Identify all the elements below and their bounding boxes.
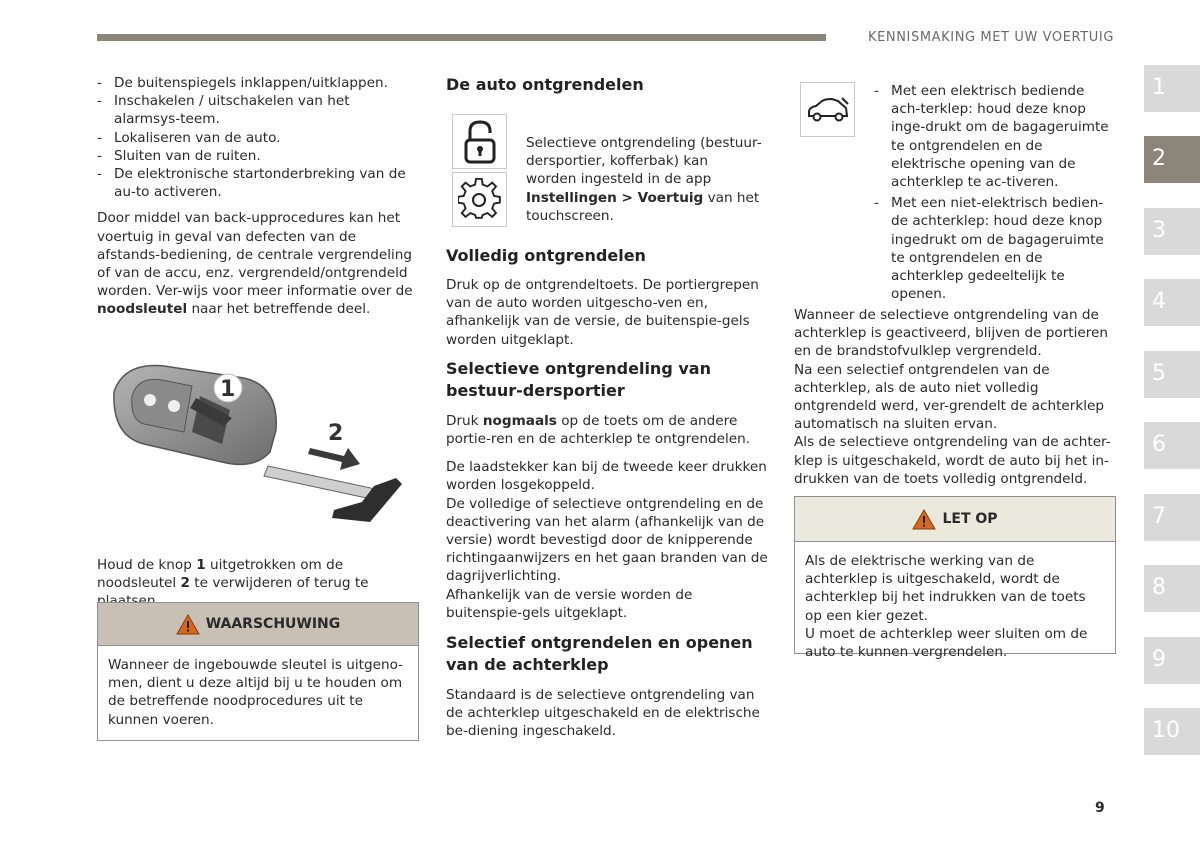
column-right-body	[794, 306, 1116, 488]
header-rule	[97, 34, 826, 41]
padlock-open-icon	[462, 120, 498, 164]
feature-list	[97, 74, 419, 201]
emergency-key-blade	[264, 466, 380, 500]
settings-app-path: Instellingen > Voertuig	[526, 189, 704, 206]
charging-plug-text: De laadstekker kan bij de tweede keer drukken worden losgekoppeld.	[446, 459, 767, 494]
tailgate-icon-frame	[800, 82, 855, 137]
gear-icon-frame	[452, 172, 507, 227]
full-unlock-text: Druk op de ontgrendeltoets. De portiergrepen van de auto worden uitgescho-ven en, afhankelijk van de versie, de buitenspie-gels worden uitgeklapt.	[446, 277, 759, 348]
notice-text: U moet de achterklep weer sluiten om de auto te kunnen vergrendelen.	[805, 625, 1088, 661]
chapter-tab-8[interactable]: 8	[1144, 565, 1200, 612]
heading-driver-door: Selectieve ontgrendeling van bestuur-dersportier	[446, 358, 711, 400]
list-item: - Met een elektrisch bediende ach-terklep: houd deze knop inge-drukt om de bagageruimte te ontgrendelen en de elektrische opening van de achterklep te ac-tiveren.	[874, 82, 1114, 191]
chapter-tab-10[interactable]: 10	[1144, 708, 1200, 755]
list-item: - Met een niet-elektrisch bedien-de achterklep: houd deze knop ingedrukt om de bagageruimte te ontgrendelen en de achterklep gedeeltelijk te openen.	[874, 194, 1114, 303]
list-item: - De buitenspiegels inklappen/uitklappen.	[97, 74, 419, 92]
warning-text: Wanneer de ingebouwde sleutel is uitgeno-men, dient u deze altijd bij u te houden om de betreffende noodprocedures uit te kunnen voeren.	[108, 657, 404, 728]
notice-text: Als de elektrische werking van de achterklep is uitgeschakeld, wordt de achterklep bij het indrukken van de toets op een kier gezet.	[805, 553, 1086, 624]
tailgate-default-text: Standaard is de selectieve ontgrendeling van de achterklep uitgeschakeld en de elektrische be-diening ingeschakeld.	[446, 687, 760, 740]
warning-box	[97, 602, 419, 741]
tailgate-option-list	[874, 82, 1114, 303]
column-left	[97, 74, 419, 319]
heading-full-unlock: Volledig ontgrendelen	[446, 246, 646, 265]
list-item: - Sluiten van de ruiten.	[97, 147, 419, 165]
gear-icon	[458, 178, 502, 222]
padlock-icon-frame	[452, 114, 507, 169]
notice-box	[794, 496, 1116, 661]
tailgate-activated-text: Wanneer de selectieve ontgrendeling van de achterklep is geactiveerd, blijven de portieren en de brandstofvulklep vergrendeld.	[794, 307, 1109, 360]
heading-unlock: De auto ontgrendelen	[446, 75, 644, 94]
warning-title: WAARSCHUWING	[205, 615, 341, 632]
chapter-tab-2[interactable]: 2	[1144, 136, 1200, 183]
page-number: 9	[1095, 800, 1105, 816]
emergency-key-term: noodsleutel	[97, 301, 188, 318]
list-item: - Inschakelen / uitschakelen van het alarmsys-teem.	[97, 92, 419, 128]
removal-arrow	[308, 448, 360, 470]
heading-tailgate: Selectief ontgrendelen en openen van de achterklep	[446, 633, 753, 675]
key-fob-illustration	[104, 352, 404, 532]
chapter-tab-9[interactable]: 9	[1144, 637, 1200, 684]
chapter-tab-4[interactable]: 4	[1144, 279, 1200, 326]
warning-triangle-icon	[176, 614, 200, 635]
callout-1-label: 1	[220, 377, 236, 402]
chapter-tab-1[interactable]: 1	[1144, 65, 1200, 112]
list-item: - De elektronische startonderbreking van de au-to activeren.	[97, 165, 419, 201]
car-button-icon	[168, 400, 180, 412]
lock-button-icon	[144, 394, 156, 406]
warning-triangle-icon	[912, 509, 936, 530]
driver-door-text: Druk nogmaals op de toets om de andere portie-ren en de achterklep te ontgrendelen.	[446, 412, 751, 448]
notice-title: LET OP	[942, 510, 998, 527]
chapter-tab-3[interactable]: 3	[1144, 208, 1200, 255]
tailgate-options	[874, 82, 1114, 303]
tailgate-deactivated-text: Als de selectieve ontgrendeling van de achter-klep is uitgeschakeld, wordt de auto bij het in-drukken van de toets volledig ontgrendeld.	[794, 434, 1111, 487]
tailgate-autolock-text: Na een selectief ontgrendelen van de achterklep, als de auto niet volledig ontgrendeld werd, ver-grendelt de achterklep automatisch na sluiten ervan.	[794, 361, 1104, 433]
column-middle	[446, 74, 768, 96]
selective-unlock-text: Selectieve ontgrendeling (bestuur-dersportier, kofferbak) kan worden ingesteld in de app Instellingen > Voertuig van het touchscreen.	[526, 135, 762, 224]
warning-header	[98, 603, 418, 646]
list-item: - Lokaliseren van de auto.	[97, 129, 419, 147]
chapter-tab-5[interactable]: 5	[1144, 351, 1200, 398]
chapter-title: KENNISMAKING MET UW VOERTUIG	[867, 30, 1114, 45]
callout-2-label: 2	[328, 421, 344, 446]
chapter-tab-6[interactable]: 6	[1144, 422, 1200, 469]
backup-paragraph: Door middel van back-upprocedures kan het voertuig in geval van defecten van de afstands-bediening, de centrale vergrendeling of van de accu, enz. vergrendeld/ontgrendeld worden. Ver-wijs voor meer informatie over de noodsleutel naar het betreffende deel.	[97, 210, 413, 318]
notice-header	[795, 497, 1115, 542]
key-caption: Houd de knop 1 uitgetrokken om de noodsleutel 2 te verwijderen of terug te	[97, 557, 369, 592]
car-tailgate-icon	[806, 96, 850, 124]
mirrors-text: Afhankelijk van de versie worden de buitenspie-gels uitgeklapt.	[446, 586, 693, 621]
chapter-tab-7[interactable]: 7	[1144, 494, 1200, 541]
notice-body	[795, 542, 1115, 671]
column-middle-body	[446, 245, 768, 741]
confirmation-text: De volledige of selectieve ontgrendeling en de deactivering van het alarm (afhankelijk van de versie) wordt bevestigd door de knipperende richtingaanwijzers en het gaan branden van de dagrijverlichting.	[446, 495, 768, 585]
